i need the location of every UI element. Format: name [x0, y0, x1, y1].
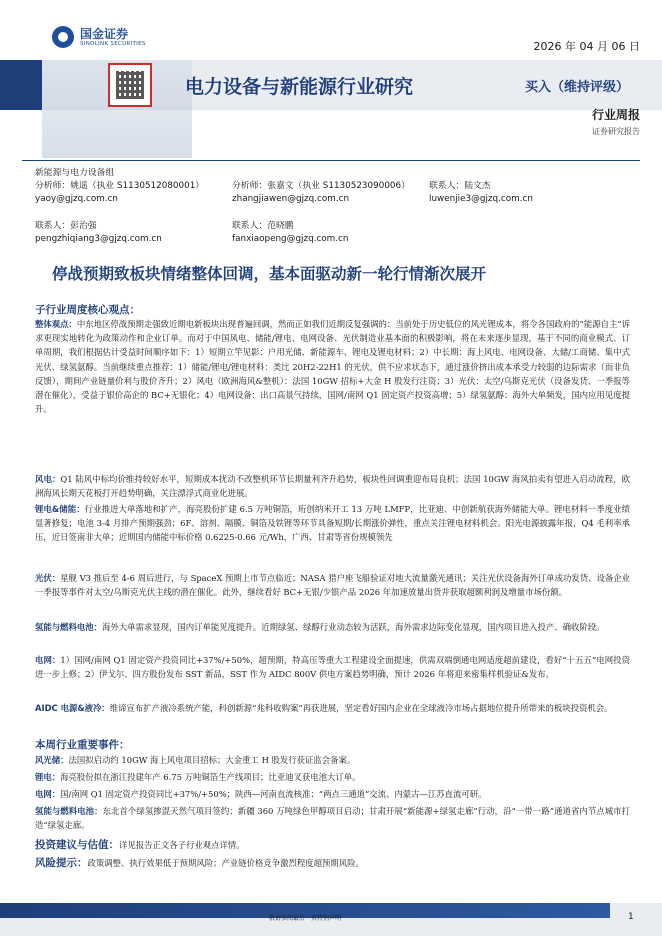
invest-lead: 投资建议与估值：	[35, 839, 119, 851]
title-bar-accent	[0, 60, 42, 110]
analyst-name: 分析师：姚遥（执业 S1130512080001）	[35, 181, 205, 191]
paragraph-lead: 光伏：	[35, 573, 61, 583]
section-title-events: 本周行业重要事件：	[35, 739, 130, 751]
paragraph-lead: 氢能与燃料电池：	[35, 622, 102, 632]
paragraph-text: 行业推进大单落地和扩产，海亮股份扩建 6.5 万吨铜箔，珩创纳米开工 13 万吨 LMFP，比亚迪、中创新航获海外储能大单。锂电材料一季度业绩显著修复；电池 3-4 月排产预期强劲；6F、溶剂、隔膜、铜箔及铁锂等环节具备短期/长期涨价弹性，重点关注锂电材料机会。阳光电源披露年报，Q4 毛利率承压，近日签南非大单；近期国内储能中标价格 0.6225-0.66 元/Wh，广西、甘肃等省份规模领先	[35, 504, 630, 543]
analyst-name: 分析师：张嘉文（执业 S1130523090006）	[232, 181, 410, 191]
event-item	[35, 753, 630, 767]
event-text: 国/南网 Q1 固定资产投资同比+37%/+50%；陕西—河南直流核准；“两点三通道”交流、内蒙古—江苏直流可研。	[60, 789, 487, 799]
paragraph-wind	[35, 472, 630, 500]
company-logo	[52, 24, 162, 54]
section-title-core: 子行业周度核心观点：	[35, 304, 140, 316]
event-item	[35, 770, 630, 784]
divider	[22, 160, 640, 161]
event-lead: 电网：	[35, 789, 61, 799]
paragraph-grid	[35, 653, 630, 681]
report-type: 行业周报	[591, 108, 640, 122]
event-lead: 风光储：	[35, 755, 69, 765]
contact-name: 联系人：陆文杰	[429, 181, 491, 191]
paragraph-text: 海外大单需求显现，国内订单能见度提升。近期绿氢、绿醇行业动态较为活跃，海外需求边际变化显现，国内项目进入投产、确收阶段。	[102, 622, 605, 632]
qr-pattern	[116, 71, 144, 99]
investment-advice	[35, 838, 630, 852]
qr-code-icon	[108, 63, 152, 107]
event-item	[35, 804, 630, 832]
event-lead: 锂电：	[35, 772, 61, 782]
invest-text: 详见报告正文各子行业观点详情。	[119, 840, 245, 850]
risk-text: 政策调整、执行效果低于预期风险；产业链价格竞争激烈程度超预期风险。	[87, 858, 364, 868]
paragraph-text: Q1 陆风中标均价维持较好水平，短期成本扰动不改整机环节长期量利齐升趋势，板块性回调重迎布局良机；法国 10GW 海风拍卖有望进入启动流程，欧洲海风长期天花板打开趋势明确，关注漂浮式商业化进展。	[35, 474, 630, 499]
contact-name: 联系人：彭治强	[35, 221, 97, 231]
logo-name-en: SINOLINK SECURITIES	[80, 41, 146, 47]
paragraph-text: 维谛宣布扩产液冷系统产能，科创新源“兆科收购案”再获进展，坚定看好国内企业在全球液冷市场占据地位提升所带来的板块投资机会。	[109, 703, 613, 713]
rating-badge: 买入（维持评级）	[525, 80, 630, 95]
paragraph-lead: 风电：	[35, 474, 61, 484]
logo-name: 国金证券	[80, 27, 129, 41]
paragraph-lead: AIDC 电源&液冷：	[35, 703, 110, 713]
footer-disclaimer: 敬请参阅最后一页特别声明	[268, 915, 341, 922]
paragraph-lead: 锂电&储能：	[35, 504, 85, 514]
risk-lead: 风险提示：	[35, 857, 88, 869]
report-headline: 停战预期致板块情绪整体回调，基本面驱动新一轮行情渐次展开	[52, 265, 487, 283]
contact-email[interactable]: luwenjie3@gjzq.com.cn	[429, 194, 533, 204]
paragraph-lead: 整体观点：	[35, 319, 77, 329]
analyst-email[interactable]: zhangjiawen@gjzq.com.cn	[232, 194, 350, 204]
event-text: 法国拟启动约 10GW 海上风电项目招标；大金重工 H 股发行获证监会备案。	[68, 755, 356, 765]
analyst-email[interactable]: yaoy@gjzq.com.cn	[35, 194, 119, 204]
sector-team: 新能源与电力设备组	[35, 168, 115, 178]
paragraph-hydrogen	[35, 620, 630, 634]
contact-name: 联系人：范晓鹏	[232, 221, 294, 231]
paragraph-battery	[35, 502, 630, 545]
paragraph-pv	[35, 571, 630, 599]
page-number: 1	[628, 912, 634, 922]
report-title: 电力设备与新能源行业研究	[185, 76, 414, 98]
event-item	[35, 787, 630, 801]
contact-email[interactable]: pengzhiqiang3@gjzq.com.cn	[35, 234, 162, 244]
paragraph-text: 中东地区停战预期走强致近期电新板块出现普遍回调，然而正如我们近期反复强调的：当前处于历史低位的风光锂成本，将令各国政府的“能源自主”诉求更现实地转化为政策动作和企业订单。而对于中国风电、储能/锂电、电网设备、光伏制造业基本面的积极影响，将在未来逐步显现，基于不同的商业模式、订单周期，我们根据估计受益时间顺序如下：1）短期立竿见影：户用光储、新能源车、锂电及锂电材料；2）中长期：海上风电、电网设备、大储/工商储、集中式光伏、绿氢氨醇。当前继续重点推荐：1）储能/锂电/锂电材料：类比 20H2-22H1 的光伏，供不应求状态下，通过涨价挤出成本承受力较弱的边际需求（而非负反馈），期间产业链量价利与股价齐升；2）风电（欧洲海风&整机）：法国 10GW 招标+大金 H 股发行注资；3）光伏：太空/乌斯克光伏（设备发货、一季报等潜在催化），受益于银价高企的 BC+无银化；4）电网设备：出口高景气持续，国网/南网 Q1 固定资产投资高增；5）绿氢氨醇：海外大单频发，国内应用见度提升。	[35, 319, 630, 415]
paragraph-lead: 电网：	[35, 655, 61, 665]
report-date: 2026 年 04 月 06 日	[533, 40, 640, 53]
event-text: 海亮股份拟在浙江投建年产 6.75 万吨铜箔生产线项目；比亚迪叉获电池大订单。	[60, 772, 361, 782]
contact-email[interactable]: fanxiaopeng@gjzq.com.cn	[232, 234, 349, 244]
event-lead: 氢能与燃料电池：	[35, 806, 103, 816]
paragraph-overall	[35, 317, 630, 416]
paragraph-aidc	[35, 701, 630, 715]
risk-warning	[35, 856, 630, 870]
paragraph-text: 1）国网/南网 Q1 固定资产投资同比+37%/+50%，超预期，特高压等重大工程建设全面提速，供需双端倒通电网适度超前建设，看好“十五五”电网投资进一步上修；2）伊戈尔、四方股份发布 SST 新品，SST 作为 AIDC 800V 供电方案趋势明确，预计 2026 年将迎来密集样机验证&发布。	[35, 655, 630, 680]
paragraph-text: 星舰 V3 推后至 4-6 周后进行，与 SpaceX 预期上市节点临近；NASA 猎户座飞船验证对地大流量激光通讯；关注光伏设备海外订单成功发货、设备企业一季报等事件对太空/乌斯克光伏主线的潜在催化。此外，继续看好 BC+无银/少银产品 2026 年加速放量出货并获取超额利润及增量市场份额。	[35, 573, 631, 598]
logo-mark-icon	[52, 26, 74, 48]
event-text: 东北首个绿氢掺混天然气项目签约；新疆 360 万吨绿色甲醇项目启动；甘肃开展“新能源+绿氢走廊”行动，沿“一带一路”通道省内节点城市打造“绿氢走廊。	[35, 806, 631, 831]
report-category: 证券研究报告	[592, 127, 640, 136]
